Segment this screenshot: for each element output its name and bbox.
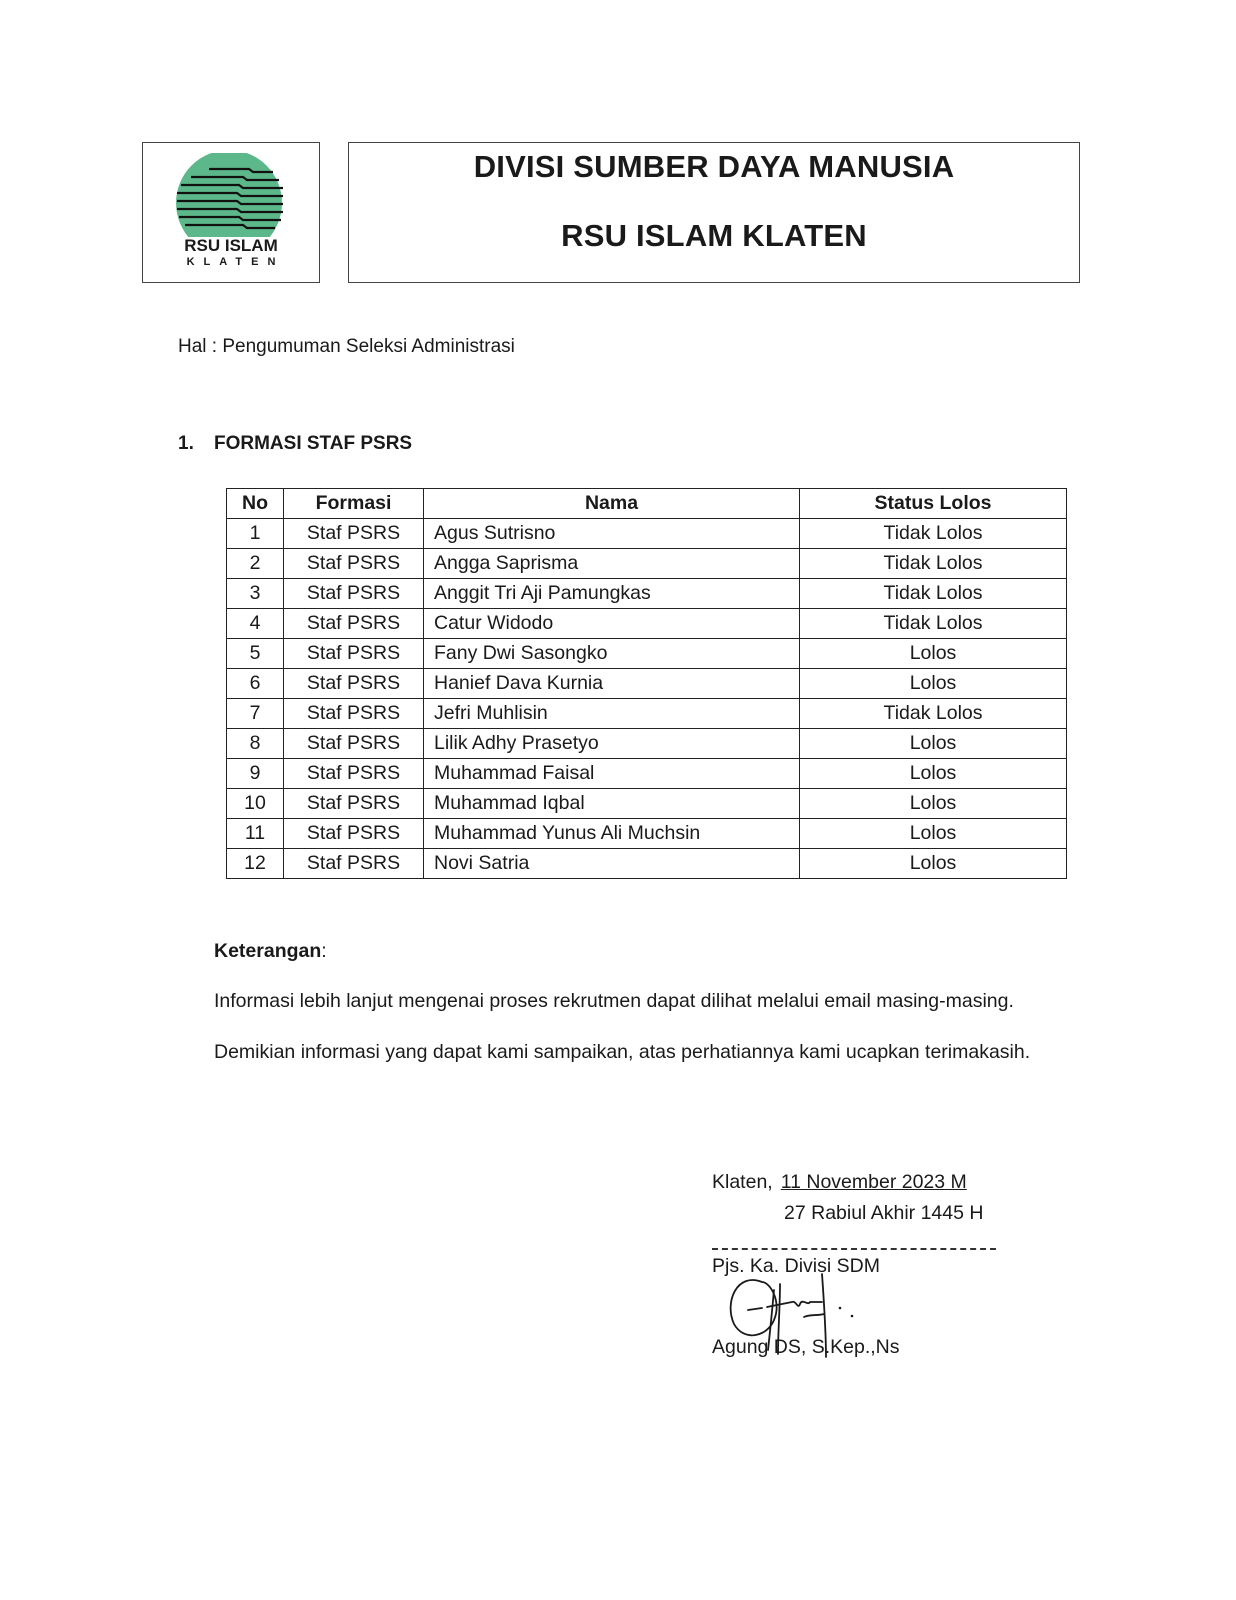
cell-status: Tidak Lolos (800, 699, 1067, 729)
cell-nama: Muhammad Faisal (424, 759, 800, 789)
cell-formasi: Staf PSRS (284, 609, 424, 639)
table-row (227, 549, 1067, 579)
table-row (227, 639, 1067, 669)
section-number: 1. (178, 433, 194, 454)
cell-nama: Agus Sutrisno (424, 519, 800, 549)
notes-paragraph-1: Informasi lebih lanjut mengenai proses rekrutmen dapat dilihat melalui email masing-masing. (214, 990, 1014, 1012)
notes-label (214, 940, 327, 963)
cell-no: 3 (227, 579, 284, 609)
cell-formasi: Staf PSRS (284, 519, 424, 549)
cell-nama: Hanief Dava Kurnia (424, 669, 800, 699)
table-header-row (227, 489, 1067, 519)
cell-nama: Fany Dwi Sasongko (424, 639, 800, 669)
table-row (227, 759, 1067, 789)
header-no: No (227, 489, 284, 519)
results-table (226, 488, 1067, 879)
cell-formasi: Staf PSRS (284, 639, 424, 669)
subject-line: Hal : Pengumuman Seleksi Administrasi (178, 336, 515, 357)
signature-date: 11 November 2023 M (780, 1171, 967, 1193)
cell-status: Tidak Lolos (800, 519, 1067, 549)
signature-city: Klaten, (712, 1171, 773, 1193)
cell-nama: Muhammad Iqbal (424, 789, 800, 819)
cell-formasi: Staf PSRS (284, 579, 424, 609)
cell-formasi: Staf PSRS (284, 669, 424, 699)
section-heading (178, 433, 412, 455)
cell-formasi: Staf PSRS (284, 759, 424, 789)
table-row (227, 819, 1067, 849)
cell-no: 6 (227, 669, 284, 699)
cell-status: Lolos (800, 819, 1067, 849)
cell-formasi: Staf PSRS (284, 729, 424, 759)
division-title: DIVISI SUMBER DAYA MANUSIA (473, 149, 955, 184)
table-row (227, 789, 1067, 819)
cell-status: Tidak Lolos (800, 609, 1067, 639)
cell-no: 10 (227, 789, 284, 819)
cell-formasi: Staf PSRS (284, 699, 424, 729)
hospital-title: RSU ISLAM KLATEN (561, 218, 867, 253)
cell-status: Lolos (800, 759, 1067, 789)
cell-nama: Jefri Muhlisin (424, 699, 800, 729)
notes-colon: : (321, 940, 327, 962)
notes-paragraph-2: Demikian informasi yang dapat kami sampaikan, atas perhatiannya kami ucapkan terimakasih. (214, 1041, 1031, 1063)
cell-formasi: Staf PSRS (284, 849, 424, 879)
cell-nama: Angga Saprisma (424, 549, 800, 579)
cell-no: 12 (227, 849, 284, 879)
cell-nama: Catur Widodo (424, 609, 800, 639)
cell-no: 9 (227, 759, 284, 789)
cell-nama: Muhammad Yunus Ali Muchsin (424, 819, 800, 849)
cell-formasi: Staf PSRS (284, 549, 424, 579)
cell-no: 11 (227, 819, 284, 849)
signature-place-date (712, 1171, 967, 1194)
section-title: FORMASI STAF PSRS (214, 433, 413, 454)
header-status: Status Lolos (800, 489, 1067, 519)
logo-emblem-icon (143, 143, 319, 239)
header-nama: Nama (424, 489, 800, 519)
table-row (227, 849, 1067, 879)
dashed-divider (712, 1248, 996, 1250)
cell-no: 4 (227, 609, 284, 639)
cell-status: Lolos (800, 639, 1067, 669)
cell-status: Tidak Lolos (800, 579, 1067, 609)
table-row (227, 729, 1067, 759)
header-formasi: Formasi (284, 489, 424, 519)
signatory-role: Pjs. Ka. Divisi SDM (712, 1255, 880, 1277)
table-row (227, 699, 1067, 729)
table-row (227, 519, 1067, 549)
cell-no: 1 (227, 519, 284, 549)
cell-status: Lolos (800, 789, 1067, 819)
cell-nama: Novi Satria (424, 849, 800, 879)
cell-formasi: Staf PSRS (284, 789, 424, 819)
cell-status: Lolos (800, 729, 1067, 759)
cell-no: 5 (227, 639, 284, 669)
cell-no: 8 (227, 729, 284, 759)
cell-no: 7 (227, 699, 284, 729)
logo-subtext: KLATEN (186, 256, 285, 268)
table-row (227, 579, 1067, 609)
notes-label-text: Keterangan (214, 940, 322, 962)
table-row (227, 669, 1067, 699)
cell-nama: Lilik Adhy Prasetyo (424, 729, 800, 759)
signatory-name: Agung DS, S.Kep.,Ns (712, 1336, 900, 1358)
hospital-logo (142, 142, 320, 283)
cell-formasi: Staf PSRS (284, 819, 424, 849)
cell-nama: Anggit Tri Aji Pamungkas (424, 579, 800, 609)
cell-no: 2 (227, 549, 284, 579)
letterhead-title (348, 142, 1080, 283)
cell-status: Lolos (800, 669, 1067, 699)
cell-status: Tidak Lolos (800, 549, 1067, 579)
cell-status: Lolos (800, 849, 1067, 879)
logo-text: RSU ISLAM (184, 236, 278, 255)
table-row (227, 609, 1067, 639)
signature-hijri-date: 27 Rabiul Akhir 1445 H (784, 1202, 984, 1224)
